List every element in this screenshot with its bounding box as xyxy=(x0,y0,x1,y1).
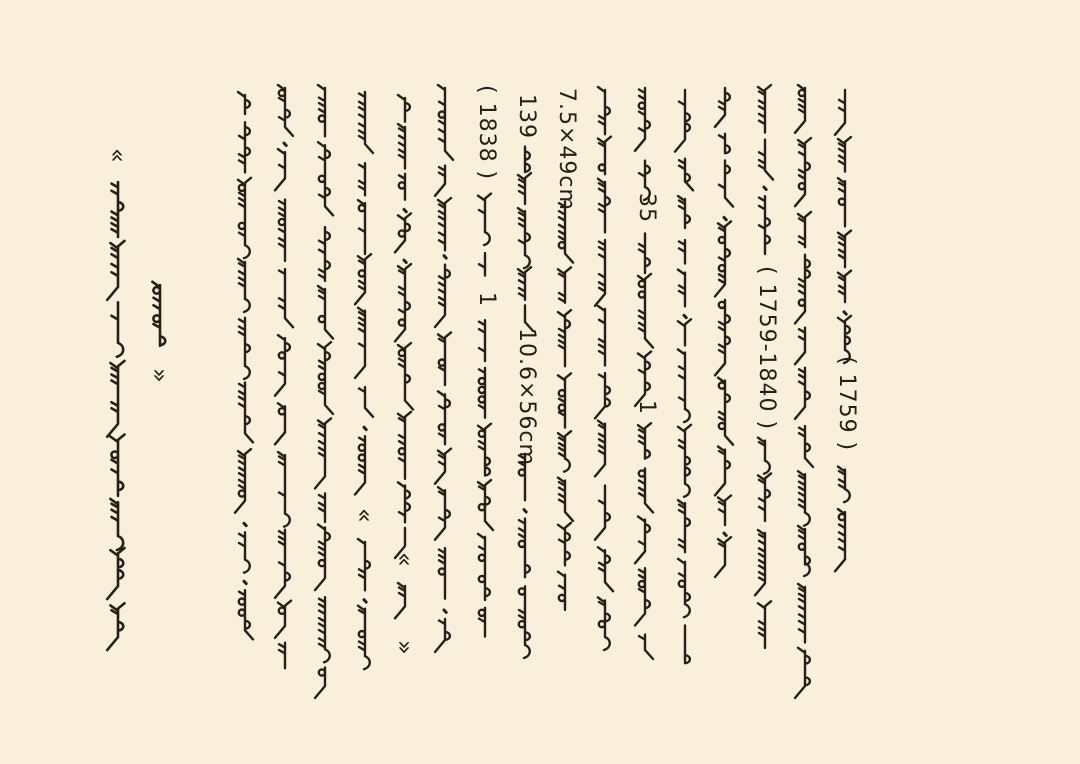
quote-open-mark: « xyxy=(391,552,419,567)
quote-open-mark: « xyxy=(351,508,379,523)
quote-close-mark: » xyxy=(391,640,419,655)
text-column-body-8 xyxy=(478,194,493,637)
quote-close-mark: » xyxy=(146,368,174,383)
number: 35 xyxy=(634,193,659,223)
text-column-title-line-1-0 xyxy=(107,182,124,650)
text-column-title-line-2-1 xyxy=(152,282,165,346)
text-column-body-3 xyxy=(275,85,293,668)
text-column-body-17 xyxy=(835,90,851,571)
text-column-body-10 xyxy=(558,202,573,610)
quote-open-mark: « xyxy=(104,148,132,163)
text-column-body-11 xyxy=(595,87,613,650)
text-column-body-5 xyxy=(355,92,373,669)
text-column-body-6 xyxy=(395,95,413,618)
text-column-body-16 xyxy=(795,85,813,698)
text-column-body-2 xyxy=(235,92,253,639)
year-range: ( 1759-1840 ) xyxy=(754,266,779,431)
text-column-body-14 xyxy=(715,88,733,577)
number: 1 xyxy=(634,400,659,415)
text-column-body-7 xyxy=(435,85,453,652)
text-column-body-12 xyxy=(635,88,653,659)
number: 139 xyxy=(514,94,539,139)
dimensions: 7.5×49cm xyxy=(554,88,579,211)
dimensions: 10.6×56cm xyxy=(514,328,539,466)
text-column-body-4 xyxy=(315,85,333,698)
year: ( 1838 ) xyxy=(474,85,499,181)
year: ( 1759 ) xyxy=(834,356,859,452)
text-column-body-13 xyxy=(675,90,693,663)
number: 1 xyxy=(474,292,499,307)
